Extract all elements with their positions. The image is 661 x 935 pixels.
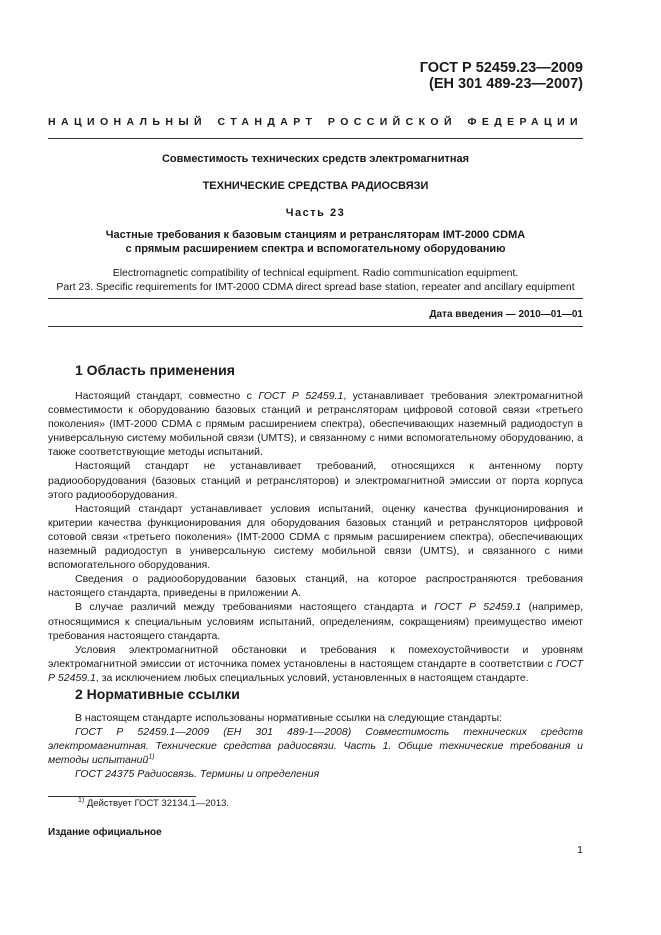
section1-paragraph-4: Сведения о радиооборудовании базовых станций, на которое распространяются требования настоящего стандарта, приведены в приложении А. bbox=[48, 573, 583, 600]
introduction-date: Дата введения — 2010—01—01 bbox=[429, 309, 583, 320]
footnote-text: Действует ГОСТ 32134.1—2013. bbox=[84, 798, 230, 809]
divider-top bbox=[48, 138, 583, 139]
russian-subtitle-line2: с прямым расширением спектра и вспомогательному оборудованию bbox=[125, 243, 506, 255]
title-line2: ТЕХНИЧЕСКИЕ СРЕДСТВА РАДИОСВЯЗИ bbox=[202, 180, 429, 192]
section1-paragraph-1: Настоящий стандарт, совместно с ГОСТ Р 52459.1, устанавливает требования электромагнитной совместимости к оборудованию базовых станций и ретрансляторам цифровой сотовой связи «третьего поколения» (IMT-2000 CDMA с прямым расширением спектра), обеспечивающих наземный радиодоступ в универсальную систему мобильной связи (UMTS), и связанному с ними вспомогательному оборудованию, а также соответствующие методы испытаний. bbox=[48, 390, 583, 459]
english-title-line1: Electromagnetic compatibility of technical equipment. Radio communication equipment. bbox=[112, 267, 519, 279]
standard-code bbox=[420, 60, 583, 92]
footnote-marker: 1) bbox=[148, 753, 155, 761]
english-title bbox=[48, 266, 583, 294]
official-edition-label: Издание официальное bbox=[48, 827, 162, 838]
footnote-mark: 1) bbox=[78, 796, 85, 804]
section1-heading: 1 Область применения bbox=[75, 362, 235, 378]
russian-subtitle-line1: Частные требования к базовым станциям и ретрансляторам IMT-2000 CDMA bbox=[105, 229, 526, 241]
standard-code-line1: ГОСТ Р 52459.23—2009 bbox=[419, 60, 583, 76]
section2-body bbox=[48, 711, 583, 781]
divider-middle bbox=[48, 298, 583, 299]
page-number: 1 bbox=[577, 844, 583, 856]
ref-gost-52459-1: ГОСТ Р 52459.1 bbox=[434, 601, 522, 614]
standard-code-line2: (ЕН 301 489-23—2007) bbox=[429, 76, 583, 92]
section1-paragraph-5: В случае различий между требованиями настоящего стандарта и ГОСТ Р 52459.1 (например, относящимися к специальным условиям испытаний, определениям, сокращениям) преимущество имеют требования настоящего стандарта. bbox=[48, 601, 583, 642]
title-line1: Совместимость технических средств электромагнитная bbox=[161, 153, 470, 165]
section2-intro: В настоящем стандарте использованы нормативные ссылки на следующие стандарты: bbox=[75, 712, 502, 724]
english-title-line2: Part 23. Specific requirements for IMT-2000 CDMA direct spread base station, repeater and ancillary equipment bbox=[56, 281, 575, 293]
section1-body bbox=[48, 389, 583, 685]
footnote-separator bbox=[48, 796, 196, 797]
normative-reference-2: ГОСТ 24375 Радиосвязь. Термины и определения bbox=[75, 768, 320, 781]
russian-subtitle bbox=[48, 228, 583, 256]
section1-paragraph-6: Условия электромагнитной обстановки и требования к помехоустойчивости и уровням электромагнитной эмиссии от источника помех установлены в настоящем стандарте в соответствии с ГОСТ Р 52459.1, за исключением любых специальных условий, установленных в настоящем стандарте. bbox=[48, 643, 583, 684]
section1-paragraph-3: Настоящий стандарт устанавливает условия испытаний, оценку качества функционирования и критерии качества функционирования для оборудования базовых станций и ретрансляторов цифровой сотовой связи «третьего поколения» (IMT-2000 CDMA с прямым расширением спектра), обеспечивающих наземный радиодоступ в универсальную систему мобильной связи (UMTS), и связанного с ними вспомогательного оборудования. bbox=[48, 502, 583, 572]
ref-gost-52459-1: ГОСТ Р 52459.1 bbox=[48, 657, 583, 684]
section1-paragraph-2: Настоящий стандарт не устанавливает требований, относящихся к антенному порту радиооборудования (базовых станций и ретрансляторов) и электромагнитной эмиссии от порта корпуса этого радиооборудования. bbox=[48, 460, 583, 501]
part-title: Часть 23 bbox=[285, 207, 346, 219]
footnote bbox=[78, 798, 229, 809]
normative-reference-1: ГОСТ Р 52459.1—2009 (ЕН 301 489-1—2008) Совместимость технических средств электромагнитная. Технические средства радиосвязи. Часть 1. Общие технические требования и методы испытаний$^{1)}$ bbox=[48, 726, 583, 767]
section2-heading: 2 Нормативные ссылки bbox=[75, 686, 240, 702]
ref-gost-52459-1: ГОСТ Р 52459.1 bbox=[258, 390, 344, 402]
divider-under-date bbox=[48, 326, 583, 327]
national-standard-title: НАЦИОНАЛЬНЫЙ СТАНДАРТ РОССИЙСКОЙ ФЕДЕРАЦИИ bbox=[48, 116, 583, 128]
